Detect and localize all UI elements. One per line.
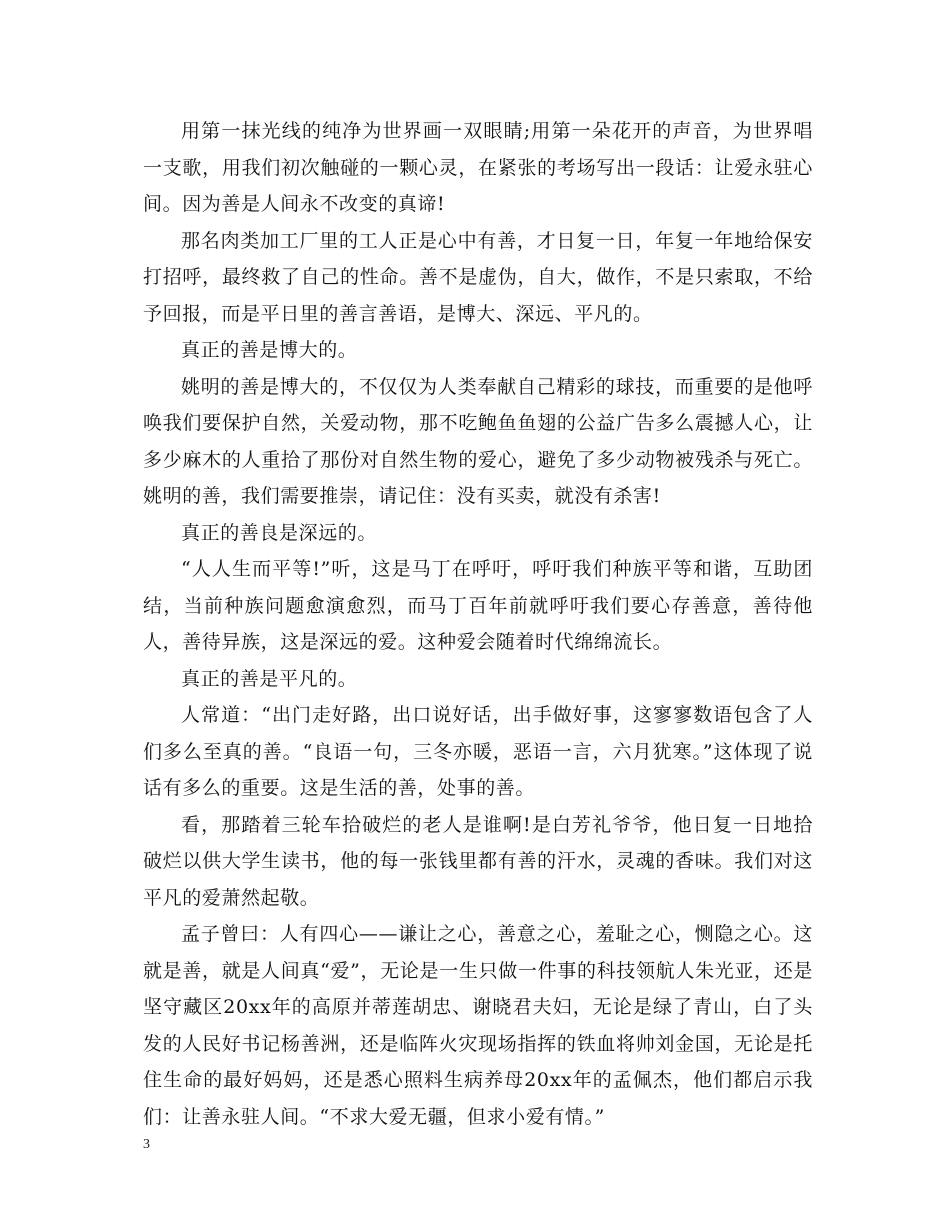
paragraph-1: 用第一抹光线的纯净为世界画一双眼睛;用第一朵花开的声音，为世界唱一支歌，用我们初次触碰的一颗心灵，在紧张的考场写出一段话：让爱永驻心间。因为善是人间永不改变的真谛! — [143, 120, 813, 215]
paragraph-7: 真正的善是平凡的。 — [181, 667, 358, 690]
paragraph-5: 真正的善良是深远的。 — [181, 521, 378, 544]
document-body — [143, 113, 813, 1135]
paragraph-6: “人人生而平等!”听，这是马丁在呼吁，呼吁我们种族平等和谐，互助团结，当前种族问题愈演愈烈，而马丁百年前就呼吁我们要心存善意，善待他人，善待异族，这是深远的爱。这种爱会随着时代绵绵流长。 — [143, 558, 813, 653]
paragraph-4: 姚明的善是博大的，不仅仅为人类奉献自己精彩的球技，而重要的是他呼唤我们要保护自然，关爱动物，那不吃鲍鱼鱼翅的公益广告多么震撼人心，让多少麻木的人重拾了那份对自然生物的爱心，避免了多少动物被残杀与死亡。姚明的善，我们需要推崇，请记住：没有买卖，就没有杀害! — [143, 375, 813, 507]
paragraph-3: 真正的善是博大的。 — [181, 339, 358, 361]
paragraph-8: 人常道：“出门走好路，出口说好话，出手做好事，这寥寥数语包含了人们多么至真的善。“良语一句，三冬亦暖，恶语一言，六月犹寒。”这体现了说话有多么的重要。这是生活的善，处事的善。 — [143, 704, 813, 799]
page-number: 3 — [143, 1137, 150, 1152]
paragraph-10: 孟子曾曰：人有四心——谦让之心，善意之心，羞耻之心，恻隐之心。这就是善，就是人间真“爱”，无论是一生只做一件事的科技领航人朱光亚，还是坚守藏区20xx年的高原并蒂莲胡忠、谢晓君夫妇，无论是绿了青山，白了头发的人民好书记杨善洲，还是临阵火灾现场指挥的铁血将帅刘金国，无论是托住生命的最好妈妈，还是悉心照料生病养母20xx年的孟佩杰，他们都启示我们：让善永驻人间。“不求大爱无疆，但求小爱有情。” — [143, 923, 813, 1128]
paragraph-2: 那名肉类加工厂里的工人正是心中有善，才日复一日，年复一年地给保安打招呼，最终救了自己的性命。善不是虚伪，自大，做作，不是只索取，不给予回报，而是平日里的善言善语，是博大、深远、平凡的。 — [143, 229, 813, 325]
paragraph-9: 看，那踏着三轮车拾破烂的老人是谁啊!是白芳礼爷爷，他日复一日地拾破烂以供大学生读书，他的每一张钱里都有善的汗水，灵魂的香味。我们对这平凡的爱萧然起敬。 — [143, 813, 813, 909]
